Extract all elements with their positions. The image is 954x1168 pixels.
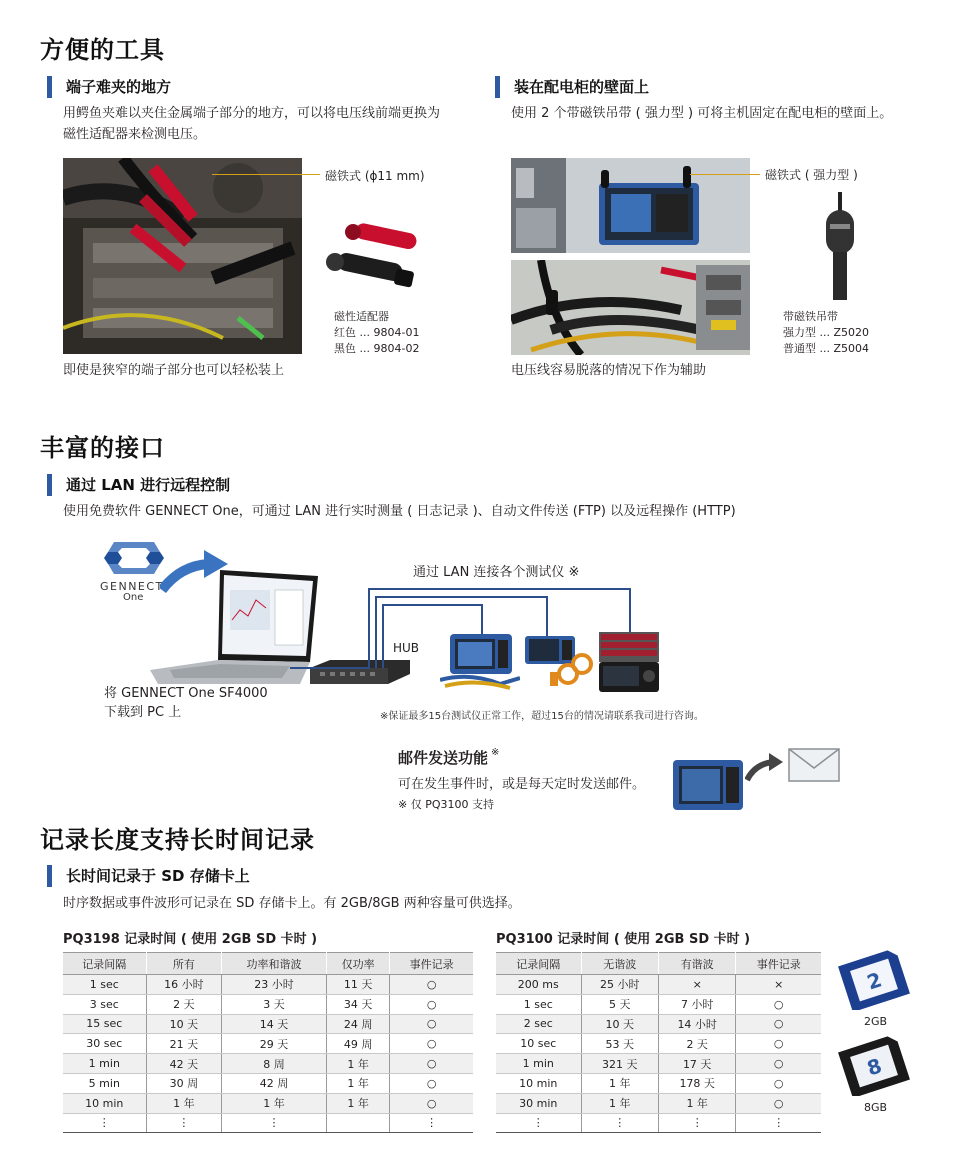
table-cell: ○ (736, 1073, 821, 1093)
cable-mid (375, 596, 547, 598)
section-title-recording: 记录长度支持长时间记录 (40, 826, 315, 854)
cable-drop-3 (546, 596, 548, 636)
table-cell: 2 天 (658, 1034, 735, 1054)
table-cell: 10 min (63, 1093, 146, 1113)
table-cell: 1 min (496, 1054, 581, 1074)
table-cell: ○ (736, 1014, 821, 1034)
cable-hub-3 (382, 604, 384, 668)
table-cell: 7 小时 (658, 994, 735, 1014)
table-cell: ⋮ (581, 1113, 658, 1133)
table-header-cell: 有谐波 (658, 953, 735, 975)
cable-hub-2 (375, 596, 377, 668)
table-header-row (63, 953, 473, 975)
gennect-logo-one: One (123, 592, 144, 603)
table-cell: 30 周 (146, 1073, 222, 1093)
wall-mount-photo (511, 158, 750, 253)
table-cell: 16 小时 (146, 975, 222, 995)
section-title-interface: 丰富的接口 (40, 434, 165, 462)
sd-card-8gb-number: 8 (863, 1053, 885, 1081)
table-cell: 8 周 (222, 1054, 327, 1074)
table-cell: 1 年 (222, 1093, 327, 1113)
table-row (496, 1073, 821, 1093)
mail-title-text: 邮件发送功能 (398, 749, 489, 767)
desc-wall-mount: 使用 2 个带磁铁吊带 ( 强力型 ) 可将主机固定在配电柜的壁面上。 (511, 106, 893, 121)
table-cell: 200 ms (496, 975, 581, 995)
table-cell: 321 天 (581, 1054, 658, 1074)
table-row (63, 1113, 473, 1133)
hub-image (310, 660, 410, 684)
sd-8gb-label: 8GB (864, 1101, 888, 1114)
table-cell: 5 天 (581, 994, 658, 1014)
table-cell: 34 天 (326, 994, 390, 1014)
table-row (63, 1034, 473, 1054)
table-row (63, 1073, 473, 1093)
callout-strong-type: 磁铁式 ( 强力型 ) (765, 168, 858, 182)
table-cell: 21 天 (146, 1034, 222, 1054)
table-cell: 2 sec (496, 1014, 581, 1034)
table-cell: ○ (390, 975, 473, 995)
cable-photo (511, 260, 750, 355)
send-arrow-icon (745, 752, 785, 782)
table-header-cell: 记录间隔 (496, 953, 581, 975)
table-cell: ⋮ (736, 1113, 821, 1133)
table-row (63, 994, 473, 1014)
table-cell: 29 天 (222, 1034, 327, 1054)
table-cell: 1 年 (581, 1073, 658, 1093)
table-header-cell: 事件记录 (390, 953, 473, 975)
heading-hard-terminals: 端子难夹的地方 (47, 76, 171, 98)
table-row (496, 975, 821, 995)
magnetic-adapter-image (325, 220, 425, 310)
table-cell: 178 天 (658, 1073, 735, 1093)
table-row (496, 1093, 821, 1113)
table-cell: 1 年 (326, 1073, 390, 1093)
table-cell: 3 天 (222, 994, 327, 1014)
table1-container (63, 952, 473, 1133)
table-header-cell: 记录间隔 (63, 953, 146, 975)
table-cell: 1 min (63, 1054, 146, 1074)
table-row (496, 1113, 821, 1133)
cable-laptop-hub (290, 667, 370, 669)
callout-line-left (212, 174, 320, 175)
instrument-pq3100-image (520, 634, 595, 689)
sd-2gb-label: 2GB (864, 1015, 888, 1028)
table-cell: 3 sec (63, 994, 146, 1014)
table-cell: 11 天 (326, 975, 390, 995)
mail-note: ※ 仅 PQ3100 支持 (398, 798, 494, 811)
hub-label: HUB (393, 641, 420, 655)
table-row (496, 1054, 821, 1074)
mail-title-mark: ※ (491, 747, 500, 758)
strap-strong: 强力型 ... Z5020 (783, 326, 870, 339)
cable-hub-1 (368, 588, 370, 668)
table-cell: 10 sec (496, 1034, 581, 1054)
table-cell: 1 年 (581, 1093, 658, 1113)
table-row (63, 1014, 473, 1034)
strap-normal: 普通型 ... Z5004 (783, 342, 870, 355)
mail-instrument-image (671, 758, 746, 813)
table-cell: 25 小时 (581, 975, 658, 995)
table-cell: ⋮ (496, 1113, 581, 1133)
callout-magnetic-phi: 磁铁式 (ϕ11 mm) (325, 169, 425, 183)
table-cell: ○ (390, 1014, 473, 1034)
table-header-cell: 仅功率 (326, 953, 390, 975)
table-row (496, 1014, 821, 1034)
desc-sd-recording: 时序数据或事件波形可记录在 SD 存储卡上。有 2GB/8GB 两种容量可供选择。 (63, 896, 521, 911)
desc-hard-terminals-1: 用鳄鱼夹难以夹住金属端子部分的地方，可以将电压线前端更换为 (63, 106, 441, 121)
table-header-cell: 所有 (146, 953, 222, 975)
table-cell: 1 年 (658, 1093, 735, 1113)
table-row (63, 1093, 473, 1113)
sd-card-8gb-image (836, 1036, 912, 1096)
pq3198-table (63, 952, 473, 1133)
table-cell: 30 min (496, 1093, 581, 1113)
terminal-photo (63, 158, 302, 354)
table-cell: × (736, 975, 821, 995)
download-line1: 将 GENNECT One SF4000 (104, 686, 268, 701)
mail-desc: 可在发生事件时，或是每天定时发送邮件。 (398, 777, 646, 792)
table-header-row (496, 953, 821, 975)
table-cell: 42 天 (146, 1054, 222, 1074)
caption-right: 电压线容易脱落的情况下作为辅助 (511, 363, 707, 378)
instrument-logger-image (597, 632, 662, 692)
callout-line-right (690, 174, 760, 175)
magnetic-strap-image (820, 192, 860, 302)
heading-lan-control: 通过 LAN 进行远程控制 (47, 474, 230, 496)
table-cell: 14 天 (222, 1014, 327, 1034)
table-cell: ○ (390, 1034, 473, 1054)
table-cell: ○ (390, 994, 473, 1014)
adapter-black: 黑色 ... 9804-02 (334, 342, 420, 355)
envelope-icon (788, 748, 840, 782)
table-cell: 15 sec (63, 1014, 146, 1034)
sd-card-2gb-image (836, 950, 912, 1010)
table-cell: 23 小时 (222, 975, 327, 995)
table-header-cell: 事件记录 (736, 953, 821, 975)
table-cell: ○ (736, 1034, 821, 1054)
table-cell: 53 天 (581, 1034, 658, 1054)
section-title-tools: 方便的工具 (40, 36, 165, 64)
table-cell: 49 周 (326, 1034, 390, 1054)
download-line2: 下载到 PC 上 (104, 705, 182, 720)
caption-left: 即使是狭窄的端子部分也可以轻松装上 (63, 363, 285, 378)
table-cell: ○ (390, 1093, 473, 1113)
strap-name: 带磁铁吊带 (783, 310, 838, 323)
table2-title: PQ3100 记录时间 ( 使用 2GB SD 卡时 ) (496, 932, 751, 947)
desc-hard-terminals-2: 磁性适配器来检测电压。 (63, 127, 207, 142)
table-cell: × (658, 975, 735, 995)
table-cell (326, 1113, 390, 1133)
table-cell: ○ (736, 1093, 821, 1113)
lan-note: ※保证最多15台测试仪正常工作，超过15台的情况请联系我司进行咨询。 (380, 711, 704, 722)
heading-wall-mount: 装在配电柜的壁面上 (495, 76, 649, 98)
table-row (63, 975, 473, 995)
table-cell: ○ (736, 1054, 821, 1074)
table-cell: 1 年 (146, 1093, 222, 1113)
table-cell: 42 周 (222, 1073, 327, 1093)
table-row (496, 1034, 821, 1054)
instrument-pq3198-image (440, 632, 520, 692)
table-cell: 14 小时 (658, 1014, 735, 1034)
table2-container (496, 952, 821, 1133)
table-cell: 5 min (63, 1073, 146, 1093)
heading-sd-recording: 长时间记录于 SD 存储卡上 (47, 865, 250, 887)
table-cell: 1 sec (63, 975, 146, 995)
adapter-name: 磁性适配器 (334, 310, 389, 323)
table-cell: ⋮ (63, 1113, 146, 1133)
pq3100-table (496, 952, 821, 1133)
table-cell: ○ (390, 1073, 473, 1093)
sd-card-2gb-number: 2 (863, 967, 885, 995)
table-cell: 10 天 (581, 1014, 658, 1034)
gennect-logo-text: GENNECT (100, 580, 164, 593)
table-cell: 1 sec (496, 994, 581, 1014)
table-cell: ⋮ (658, 1113, 735, 1133)
cable-low (382, 604, 482, 606)
table-header-cell: 无谐波 (581, 953, 658, 975)
table-cell: ○ (736, 994, 821, 1014)
table-cell: 30 sec (63, 1034, 146, 1054)
mail-title (398, 747, 499, 768)
table-cell: 10 天 (146, 1014, 222, 1034)
table1-title: PQ3198 记录时间 ( 使用 2GB SD 卡时 ) (63, 932, 318, 947)
table-cell: ⋮ (146, 1113, 222, 1133)
cable-top (368, 588, 630, 590)
table-cell: 1 年 (326, 1054, 390, 1074)
desc-lan-control: 使用免费软件 GENNECT One，可通过 LAN 进行实时测量 ( 日志记录 )、自动文件传送 (FTP) 以及远程操作 (HTTP) (63, 504, 736, 519)
table-row (63, 1054, 473, 1074)
table-cell: 10 min (496, 1073, 581, 1093)
table-cell: 24 周 (326, 1014, 390, 1034)
table-cell: ⋮ (222, 1113, 327, 1133)
table-header-cell: 功率和谐波 (222, 953, 327, 975)
table-cell: 1 年 (326, 1093, 390, 1113)
table-row (496, 994, 821, 1014)
table-cell: ○ (390, 1054, 473, 1074)
table-cell: 2 天 (146, 994, 222, 1014)
adapter-red: 红色 ... 9804-01 (334, 326, 420, 339)
lan-connect-label: 通过 LAN 连接各个测试仪 ※ (413, 565, 580, 580)
cable-drop-4 (629, 588, 631, 633)
table-cell: 17 天 (658, 1054, 735, 1074)
table-cell: ⋮ (390, 1113, 473, 1133)
